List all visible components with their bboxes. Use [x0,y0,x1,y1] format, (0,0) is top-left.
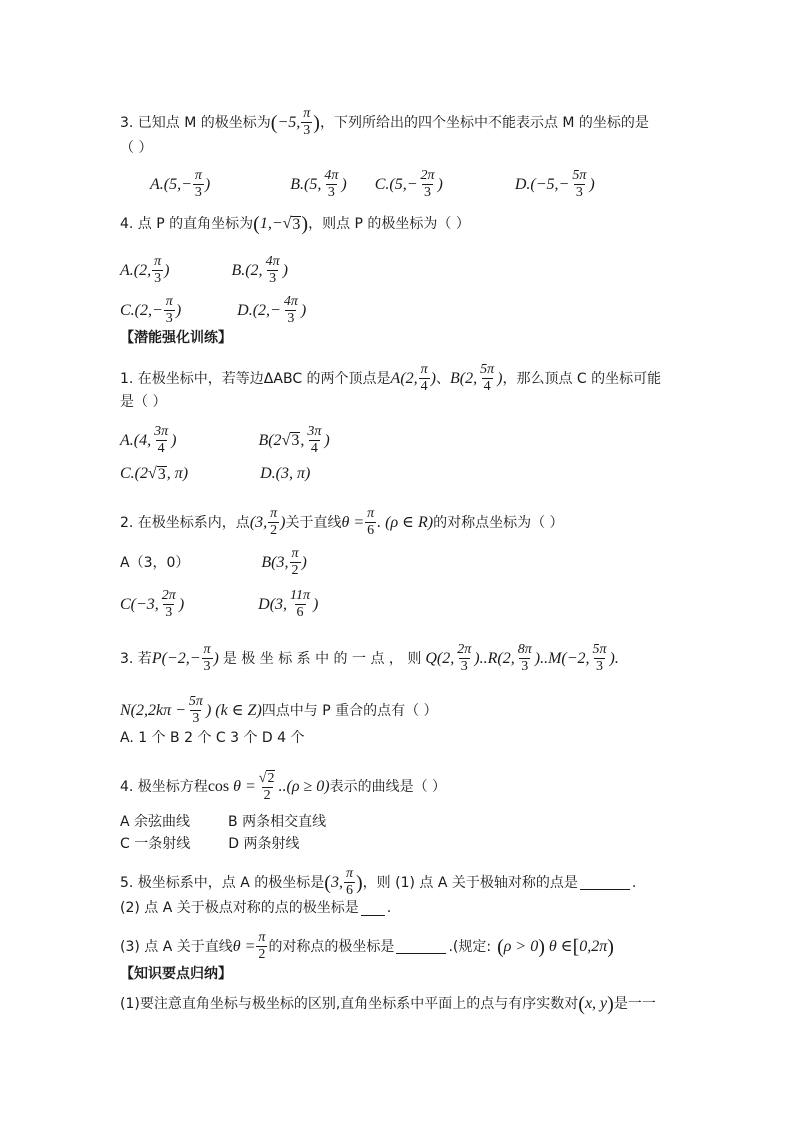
question-3-options [150,168,690,201]
train-q5-stem: 5. 极坐标系中，点 A 的极坐标是 ( 3, $\frac{\pi}{6}$ ) ，则 (1) 点 A 关于极轴对称的点是 . [120,866,637,898]
q3-option-d[interactable]: D.(−5,− $\frac{5\pi}{3}$ ) [514,168,595,200]
t1-point-b: B(2, $\frac{5\pi}{4}$ ) [450,362,503,394]
q4-rect-coord: ( 1,− √ 3 ) [253,213,309,235]
train-q4-stem: 4. 极坐标方程 cos θ = √ 2 2 ..(ρ ≥ 0) 表示的曲线是（ ） [120,770,447,803]
t1-option-d[interactable]: D.(3, π) [260,465,311,482]
t4-equation: cos θ = √ 2 2 ..(ρ ≥ 0) [207,770,330,803]
train-q1-options-row2 [120,464,690,484]
t1-option-a[interactable]: A.(4, $\frac{3\pi}{4}$ ) [120,424,177,456]
q3-polar-coord: ( −5, $\frac{\pi}{3}$ ) [270,106,320,138]
t4-choice-a[interactable]: A 余弦曲线 [120,814,191,830]
t5-line-eq: θ = $\frac{\pi}{2}$ [232,930,266,962]
t5-point-a: ( 3, $\frac{\pi}{6}$ ) [324,866,363,898]
t5-answer-blank-1[interactable] [580,875,630,890]
t1-point-a: A(2, $\frac{\pi}{4}$ ) [390,362,436,394]
train-q3-line2: N(2,2kπ − $\frac{5\pi}{3}$ ) (k ∈ Z) 四点中与 P 重合的点有（ ） [120,694,438,726]
question-4-options-row1 [120,254,690,287]
q3-option-b[interactable]: B.(5, $\frac{4\pi}{3}$ ) [290,168,347,200]
t5-range: ( ρ > 0 ) θ ∈ [ 0,2π ) [497,935,614,958]
t3-point-p: P(−2,− $\frac{\pi}{3}$ ) [151,642,219,674]
q3-option-a[interactable]: A.(5,− $\frac{\pi}{3}$ ) [150,168,211,200]
t2-point: (3, $\frac{\pi}{2}$ ) [249,506,286,538]
question-3-stem [120,106,690,139]
q4-option-b[interactable]: B.(2, $\frac{4\pi}{3}$ ) [231,254,288,286]
question-4-stem: 4. 点 P 的直角坐标为 ( 1,− √ 3 ) ，则点 P 的极坐标为（ ） [120,213,470,235]
section-heading-training: 【潜能强化训练】 [120,330,232,346]
q3-lead: 3. 已知点 M 的极坐标为 [120,114,271,131]
train-q2-options-row2 [120,588,690,621]
t4-choice-b[interactable]: B 两条相交直线 [228,814,327,830]
summary-ordered-pair: ( x, y ) [578,993,614,1015]
train-q1-stem: 1. 在极坐标中，若等边ΔABC 的两个顶点是 A(2, $\frac{\pi}{4}$ ) 、 B(2, $\frac{5\pi}{4}$ ) ，那么顶点 C 的坐标可能 [120,362,662,394]
t3-point-n: N(2,2kπ − $\frac{5\pi}{3}$ ) (k ∈ Z) [120,694,262,726]
t2-option-b[interactable]: B(3, $\frac{\pi}{2}$ ) [261,546,307,578]
q4-option-d[interactable]: D.(2,− $\frac{4\pi}{3}$ ) [237,294,307,326]
q4-option-c[interactable]: C.(2,− $\frac{\pi}{3}$ ) [120,294,182,326]
t1-option-b[interactable]: B(2 √ 3 , $\frac{3\pi}{4}$ ) [258,424,330,456]
train-q2-options-row1 [120,546,690,579]
question-4-options-row2 [120,294,690,327]
q3-option-c[interactable]: C.(5,− $\frac{2\pi}{3}$ ) [374,168,443,200]
train-q5-sub2: (2) 点 A 关于极点对称的点的极坐标是 . [120,900,392,916]
t1-option-c[interactable]: C.(2 √ 3 , π) [120,465,189,483]
question-3-paren: （ ） [120,140,153,156]
t2-option-a[interactable]: A（3，0） [120,554,190,571]
summary-point-1: (1)要注意直角坐标与极坐标的区别,直角坐标系中平面上的点与有序实数对 ( x, y ) 是一一 [120,993,656,1015]
t4-choice-d[interactable]: D 两条射线 [228,836,300,852]
train-q4-choices-row1 [120,812,690,832]
t2-option-c[interactable]: C(−3, $\frac{2\pi}{3}$ ) [120,588,185,620]
t2-line-eq: θ = $\frac{\pi}{6}$ . (ρ ∈ R) [341,506,434,538]
q4-option-a[interactable]: A.(2, $\frac{\pi}{3}$ ) [120,254,170,286]
t5-answer-blank-3[interactable] [396,939,446,954]
t5-answer-blank-2[interactable] [361,901,385,916]
train-q3-choices: A. 1 个 B 2 个 C 3 个 D 4 个 [120,730,305,746]
t3-points-qrm: Q(2, $\frac{2\pi}{3}$ )..R(2, $\frac{8\pi}{3}$ )..M(−2, $\frac{5\pi}{3}$ ). [425,642,619,674]
section-heading-summary: 【知识要点归纳】 [120,966,232,982]
train-q4-choices-row2 [120,834,690,854]
train-q3-stem: 3. 若 P(−2,− $\frac{\pi}{3}$ ) 是 极 坐 标 系 中 的 一 点 ， 则 Q(2, $\frac{2\pi}{3}$ )..R(2, $\frac{8\pi}{3}$ )..M(−2, $\frac{5\pi}{3}$ ). [120,642,619,674]
t2-option-d[interactable]: D(3, $\frac{11\pi}{6}$ ) [258,588,319,620]
t4-choice-c[interactable]: C 一条射线 [120,836,191,852]
train-q1-line2: 是（ ） [120,394,167,410]
train-q5-sub3: (3) 点 A 关于直线 θ = $\frac{\pi}{2}$ 的对称点的极坐标是 .(规定: ( ρ > 0 ) θ ∈ [ 0,2π ) [120,930,614,962]
q3-tail: ，下列所给出的四个坐标中不能表示点 M 的坐标的是 [319,114,649,131]
train-q1-options-row1 [120,424,690,457]
train-q2-stem: 2. 在极坐标系内，点 (3, $\frac{\pi}{2}$ ) 关于直线 θ = $\frac{\pi}{6}$ . (ρ ∈ R) 的对称点坐标为（ ） [120,506,564,538]
